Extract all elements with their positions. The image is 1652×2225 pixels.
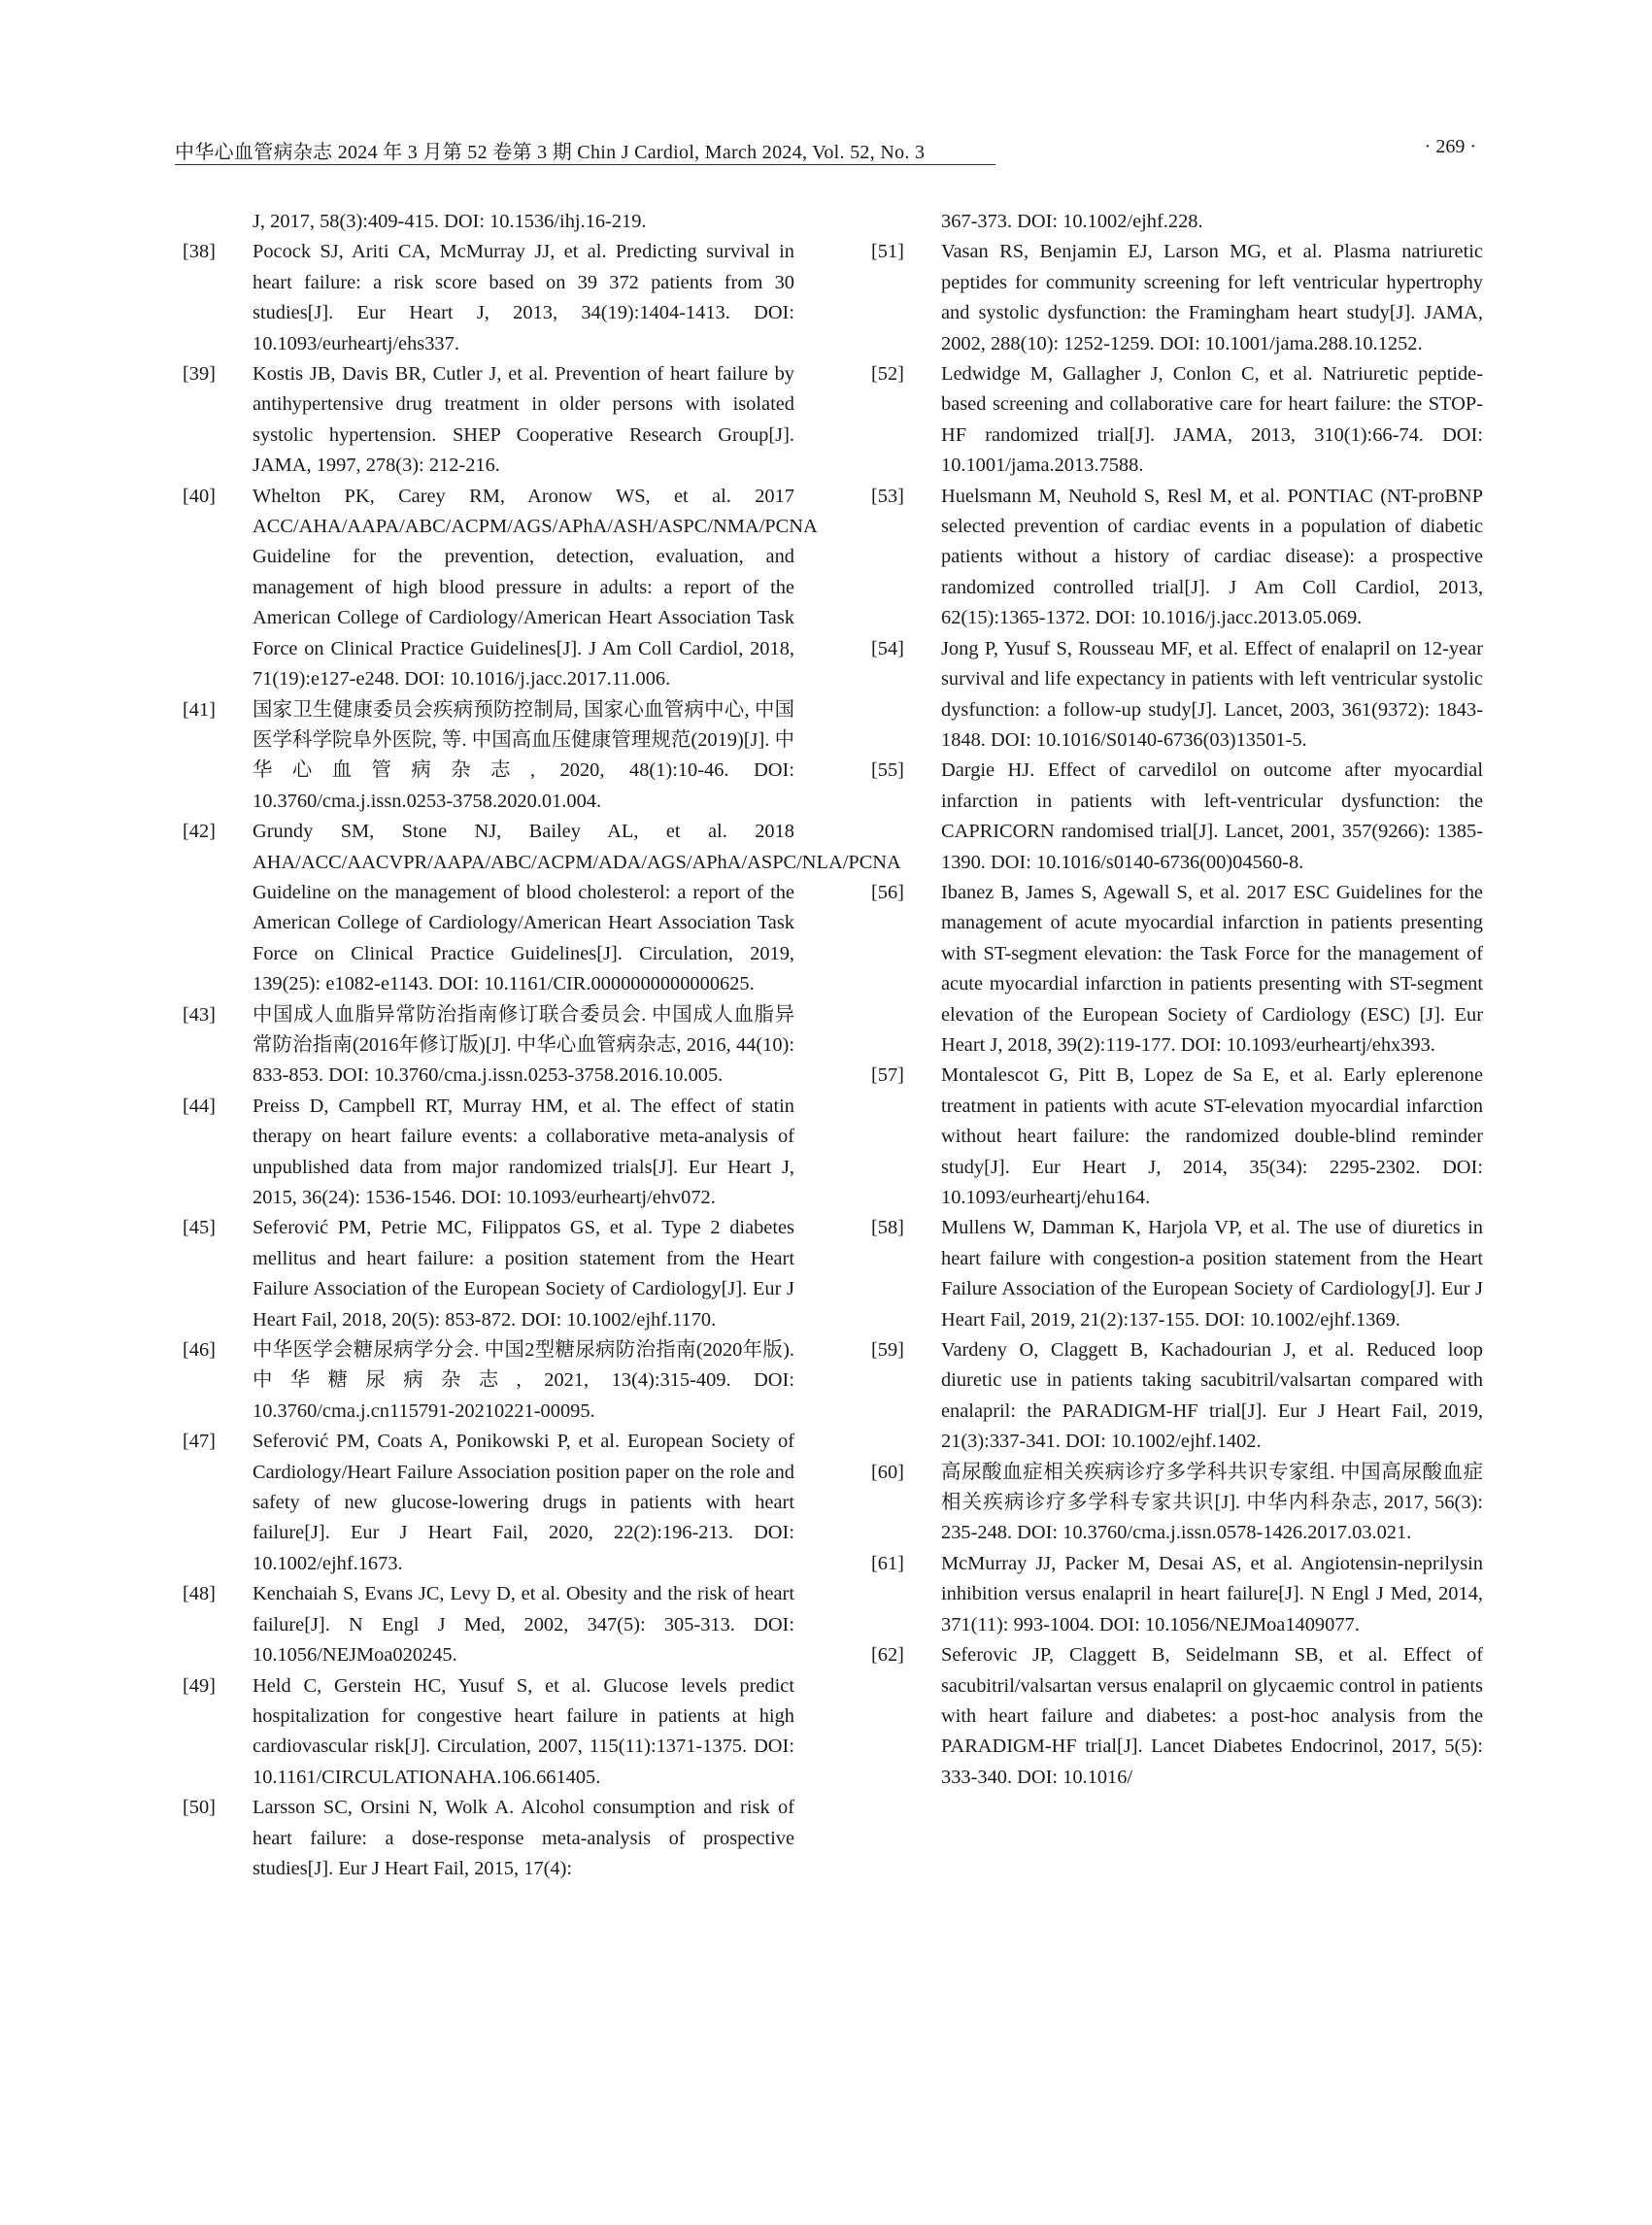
reference-text: Ledwidge M, Gallagher J, Conlon C, et al. Natriuretic peptide-based screening and collaborative care for heart failure: the STOP-HF randomized trial[J]. JAMA, 2013, 310(1):66-74. DOI: 10.1001/jama.2013.7588.	[941, 363, 1483, 477]
reference-item	[183, 359, 794, 482]
journal-header: 中华心血管病杂志 2024 年 3 月第 52 卷第 3 期 Chin J Cardiol, March 2024, Vol. 52, No. 3	[175, 142, 926, 163]
reference-text: Montalescot G, Pitt B, Lopez de Sa E, et al. Early eplerenone treatment in patients with acute ST-elevation myocardial infarction without heart failure: the randomized double-blind reminder study[J]. Eur Heart J, 2014, 35(34): 2295-2302. DOI: 10.1093/eurheartj/ehu164.	[941, 1064, 1483, 1208]
reference-item	[871, 1213, 1483, 1335]
continued-reference-text: 367-373. DOI: 10.1002/ejhf.228.	[941, 211, 1203, 232]
reference-text: Kenchaiah S, Evans JC, Levy D, et al. Obesity and the risk of heart failure[J]. N Engl J Med, 2002, 347(5): 305-313. DOI: 10.1056/NEJMoa020245.	[253, 1583, 794, 1667]
reference-item	[871, 756, 1483, 878]
reference-item	[871, 634, 1483, 757]
reference-number: [43]	[183, 1003, 216, 1026]
reference-text: Seferović PM, Coats A, Ponikowski P, et al. European Society of Cardiology/Heart Failure Association position paper on the role and safety of new glucose-lowering drugs in patients with heart failure[J]. Eur J Heart Fail, 2020, 22(2):196-213. DOI: 10.1002/ejhf.1673.	[253, 1431, 794, 1574]
reference-number: [42]	[183, 821, 216, 843]
reference-text: Preiss D, Campbell RT, Murray HM, et al. The effect of statin therapy on heart failure events: a collaborative meta-analysis of unpublished data from major randomized trials[J]. Eur Heart J, 2015, 36(24): 1536-1546. DOI: 10.1093/eurheartj/ehv072.	[253, 1095, 794, 1208]
reference-item	[871, 237, 1483, 359]
page-number: · 269 ·	[1424, 136, 1476, 157]
reference-text: Seferovic JP, Claggett B, Seidelmann SB, et al. Effect of sacubitril/valsartan versus enalapril on glycaemic control in patients with heart failure and diabetes: a post-hoc analysis from the PARADIGM-HF trial[J]. Lancet Diabetes Endocrinol, 2017, 5(5): 333-340. DOI: 10.1016/	[941, 1644, 1483, 1788]
reference-item	[871, 482, 1483, 634]
reference-text: Mullens W, Damman K, Harjola VP, et al. The use of diuretics in heart failure with congestion-a position statement from the Heart Failure Association of the European Society of Cardiology[J]. Eur J Heart Fail, 2019, 21(2):137-155. DOI: 10.1002/ejhf.1369.	[941, 1217, 1483, 1331]
reference-number: [46]	[183, 1339, 216, 1362]
reference-item	[871, 1061, 1483, 1213]
reference-item	[871, 1640, 1483, 1793]
running-header	[175, 136, 1476, 169]
header-rule	[175, 164, 995, 165]
reference-item	[183, 1579, 794, 1670]
reference-text: Jong P, Yusuf S, Rousseau MF, et al. Effect of enalapril on 12-year survival and life expectancy in patients with left ventricular systolic dysfunction: a follow-up study[J]. Lancet, 2003, 361(9372): 1843-1848. DOI: 10.1016/S0140-6736(03)13501-5.	[941, 637, 1483, 751]
reference-number: [57]	[871, 1064, 904, 1087]
reference-number: [55]	[871, 759, 904, 782]
reference-number: [52]	[871, 363, 904, 386]
right-column	[871, 207, 1483, 1793]
reference-text: Vasan RS, Benjamin EJ, Larson MG, et al. Plasma natriuretic peptides for community screening for left ventricular hypertrophy and systolic dysfunction: the Framingham heart study[J]. JAMA, 2002, 288(10): 1252-1259. DOI: 10.1001/jama.288.10.1252.	[941, 241, 1483, 354]
reference-number: [49]	[183, 1674, 216, 1697]
continued-reference-text: J, 2017, 58(3):409-415. DOI: 10.1536/ihj.16-219.	[253, 211, 647, 232]
reference-number: [51]	[871, 241, 904, 263]
reference-text: Held C, Gerstein HC, Yusuf S, et al. Glucose levels predict hospitalization for congestive heart failure in patients at high cardiovascular risk[J]. Circulation, 2007, 115(11):1371-1375. DOI: 10.1161/CIRCULATIONAHA.106.661405.	[253, 1674, 794, 1788]
reference-item	[183, 695, 794, 818]
reference-item	[871, 1335, 1483, 1458]
reference-text: Pocock SJ, Ariti CA, McMurray JJ, et al. Predicting survival in heart failure: a risk score based on 39 372 patients from 30 studies[J]. Eur Heart J, 2013, 34(19):1404-1413. DOI: 10.1093/eurheartj/ehs337.	[253, 241, 794, 354]
reference-text: Whelton PK, Carey RM, Aronow WS, et al. 2017 ACC/AHA/AAPA/ABC/ACPM/AGS/APhA/ASH/ASPC/NMA/PCNA Guideline for the prevention, detection, evaluation, and management of high blood pressure in adults: a report of the American College of Cardiology/American Heart Association Task Force on Clinical Practice Guidelines[J]. J Am Coll Cardiol, 2018, 71(19):e127-e248. DOI: 10.1016/j.jacc.2017.11.006.	[253, 485, 818, 691]
reference-text: Grundy SM, Stone NJ, Bailey AL, et al. 2018 AHA/ACC/AACVPR/AAPA/ABC/ACPM/ADA/AGS/APhA/ASPC/NLA/PCNA Guideline on the management of blood cholesterol: a report of the American College of Cardiology/American Heart Association Task Force on Clinical Practice Guidelines[J]. Circulation, 2019, 139(25): e1082-e1143. DOI: 10.1161/CIR.0000000000000625.	[253, 821, 901, 995]
reference-item	[871, 1549, 1483, 1640]
reference-list-right	[871, 237, 1483, 1793]
reference-item	[871, 878, 1483, 1061]
reference-item	[183, 1671, 794, 1794]
reference-text: Larsson SC, Orsini N, Wolk A. Alcohol consumption and risk of heart failure: a dose-response meta-analysis of prospective studies[J]. Eur J Heart Fail, 2015, 17(4):	[253, 1797, 794, 1879]
reference-number: [44]	[183, 1095, 216, 1117]
reference-item	[183, 482, 818, 695]
reference-number: [39]	[183, 363, 216, 386]
reference-text: Huelsmann M, Neuhold S, Resl M, et al. PONTIAC (NT-proBNP selected prevention of cardiac events in a population of diabetic patients without a history of cardiac disease): a prospective randomized controlled trial[J]. J Am Coll Cardiol, 2013, 62(15):1365-1372. DOI: 10.1016/j.jacc.2013.05.069.	[941, 485, 1483, 629]
reference-item	[183, 237, 794, 359]
reference-number: [47]	[183, 1431, 216, 1453]
reference-item	[183, 1793, 794, 1884]
reference-number: [45]	[183, 1217, 216, 1239]
reference-number: [41]	[183, 698, 216, 721]
reference-text: Kostis JB, Davis BR, Cutler J, et al. Prevention of heart failure by antihypertensive drug treatment in older persons with isolated systolic hypertension. SHEP Cooperative Research Group[J]. JAMA, 1997, 278(3): 212-216.	[253, 363, 794, 477]
reference-item	[183, 1427, 794, 1579]
reference-item	[871, 1458, 1483, 1549]
reference-text: Ibanez B, James S, Agewall S, et al. 2017 ESC Guidelines for the management of acute myocardial infarction in patients presenting with ST-segment elevation: the Task Force for the management of acute myocardial infarction in patients presenting with ST-segment elevation of the European Society of Cardiology (ESC) [J]. Eur Heart J, 2018, 39(2):119-177. DOI: 10.1093/eurheartj/ehx393.	[941, 881, 1483, 1056]
reference-number: [50]	[183, 1797, 216, 1819]
reference-number: [48]	[183, 1583, 216, 1605]
reference-text: 中华医学会糖尿病学分会. 中国2型糖尿病防治指南(2020年版). 中华糖尿病杂志, 2021, 13(4):315-409. DOI: 10.3760/cma.j.cn115791-20210221-00095.	[253, 1339, 794, 1422]
reference-item	[183, 1213, 794, 1335]
reference-number: [54]	[871, 637, 904, 659]
reference-text: 中国成人血脂异常防治指南修订联合委员会. 中国成人血脂异常防治指南(2016年修订版)[J]. 中华心血管病杂志, 2016, 44(10): 833-853. DOI: 10.3760/cma.j.issn.0253-3758.2016.10.005.	[253, 1003, 794, 1087]
reference-number: [58]	[871, 1217, 904, 1239]
reference-number: [61]	[871, 1552, 904, 1574]
reference-number: [40]	[183, 485, 216, 507]
reference-item	[183, 1335, 794, 1427]
reference-number: [53]	[871, 485, 904, 507]
reference-number: [56]	[871, 881, 904, 903]
reference-number: [62]	[871, 1644, 904, 1667]
reference-text: 高尿酸血症相关疾病诊疗多学科共识专家组. 中国高尿酸血症相关疾病诊疗多学科专家共识[J]. 中华内科杂志, 2017, 56(3): 235-248. DOI: 10.3760/cma.j.issn.0578-1426.2017.03.021.	[941, 1461, 1483, 1544]
reference-text: McMurray JJ, Packer M, Desai AS, et al. Angiotensin-neprilysin inhibition versus enalapril in heart failure[J]. N Engl J Med, 2014, 371(11): 993-1004. DOI: 10.1056/NEJMoa1409077.	[941, 1552, 1483, 1635]
reference-number: [59]	[871, 1339, 904, 1362]
reference-item	[183, 1000, 794, 1092]
reference-item	[871, 359, 1483, 482]
reference-item	[183, 1092, 794, 1214]
reference-text: Seferović PM, Petrie MC, Filippatos GS, et al. Type 2 diabetes mellitus and heart failure: a position statement from the Heart Failure Association of the European Society of Cardiology[J]. Eur J Heart Fail, 2018, 20(5): 853-872. DOI: 10.1002/ejhf.1170.	[253, 1217, 794, 1331]
reference-text: 国家卫生健康委员会疾病预防控制局, 国家心血管病中心, 中国医学科学院阜外医院, 等. 中国高血压健康管理规范(2019)[J]. 中华心血管病杂志, 2020, 48(1):10-46. DOI: 10.3760/cma.j.issn.0253-3758.2020.01.004.	[253, 698, 794, 812]
reference-text: Vardeny O, Claggett B, Kachadourian J, et al. Reduced loop diuretic use in patients taking sacubitril/valsartan compared with enalapril: the PARADIGM-HF trial[J]. Eur J Heart Fail, 2019, 21(3):337-341. DOI: 10.1002/ejhf.1402.	[941, 1339, 1483, 1453]
reference-text: Dargie HJ. Effect of carvedilol on outcome after myocardial infarction in patients with left-ventricular dysfunction: the CAPRICORN randomised trial[J]. Lancet, 2001, 357(9266): 1385-1390. DOI: 10.1016/s0140-6736(00)04560-8.	[941, 759, 1483, 873]
reference-number: [38]	[183, 241, 216, 263]
reference-number: [60]	[871, 1461, 904, 1483]
